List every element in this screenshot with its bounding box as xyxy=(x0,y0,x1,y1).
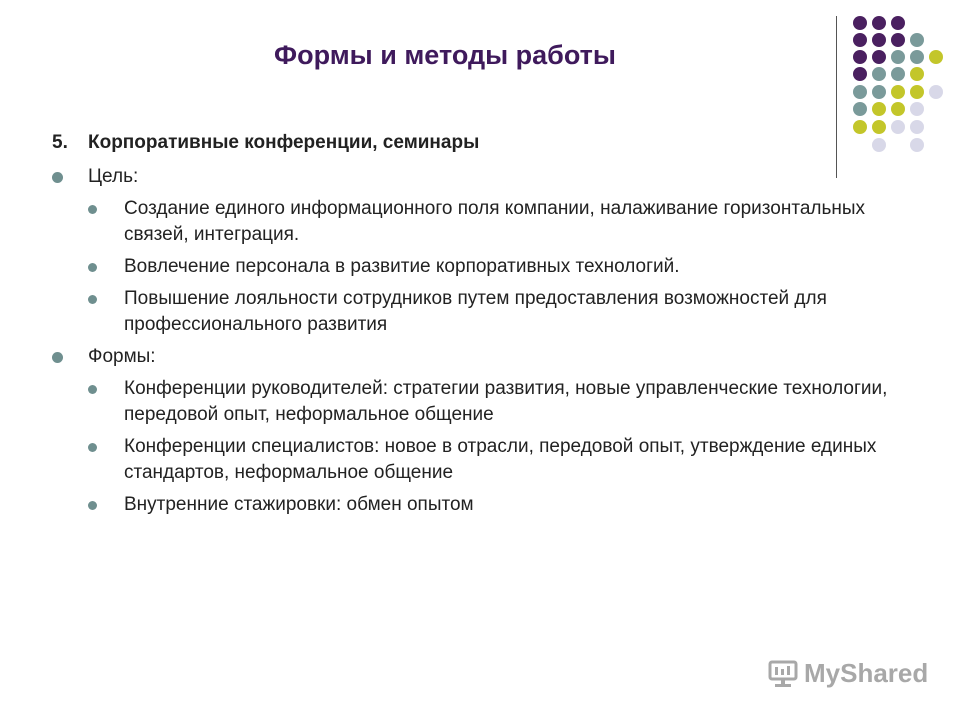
list-item xyxy=(52,286,892,338)
goal-group xyxy=(52,164,892,338)
watermark-text: MyShared xyxy=(804,658,929,688)
forms-item-text: Внутренние стажировки: обмен опытом xyxy=(124,494,474,515)
dot-lavender xyxy=(910,120,924,134)
dot-teal xyxy=(891,67,905,81)
dot-teal xyxy=(891,50,905,64)
dot-olive xyxy=(929,50,943,64)
bullet-dot-icon xyxy=(88,205,97,214)
bullet-goal xyxy=(52,164,892,190)
slide-body xyxy=(52,130,892,524)
list-item xyxy=(52,254,892,280)
dot-purple xyxy=(853,16,867,30)
dot-olive xyxy=(910,85,924,99)
dot-lavender xyxy=(929,85,943,99)
bullet-dot-icon xyxy=(88,443,97,452)
bullet-dot-icon xyxy=(88,295,97,304)
section-number: 5. xyxy=(52,132,68,153)
goal-item-text: Вовлечение персонала в развитие корпоративных технологий. xyxy=(124,256,680,277)
dot-olive xyxy=(872,102,886,116)
bullet-dot-icon xyxy=(88,263,97,272)
forms-label: Формы: xyxy=(88,346,156,367)
dot-teal xyxy=(853,102,867,116)
presentation-icon xyxy=(768,660,798,688)
section-heading-text: Корпоративные конференции, семинары xyxy=(88,132,480,153)
dot-olive xyxy=(910,67,924,81)
dot-lavender xyxy=(910,138,924,152)
watermark-logo xyxy=(768,658,938,692)
dot-teal xyxy=(910,50,924,64)
dot-olive xyxy=(891,102,905,116)
dot-purple xyxy=(891,16,905,30)
bullet-dot-icon xyxy=(88,385,97,394)
list-item xyxy=(52,434,892,486)
forms-item-text: Конференции специалистов: новое в отрасли, передовой опыт, утверждение единых стандартов, неформальное общение xyxy=(124,436,877,483)
forms-group xyxy=(52,344,892,518)
forms-item-text: Конференции руководителей: стратегии развития, новые управленческие технологии, передовой опыт, неформальное общение xyxy=(124,378,888,425)
dot-lavender xyxy=(891,120,905,134)
section-heading xyxy=(52,130,892,156)
dot-teal xyxy=(853,85,867,99)
dot-olive xyxy=(891,85,905,99)
dot-purple xyxy=(891,33,905,47)
list-item xyxy=(52,196,892,248)
goal-label: Цель: xyxy=(88,166,139,187)
dot-purple xyxy=(872,16,886,30)
bullet-dot-icon xyxy=(88,501,97,510)
dot-lavender xyxy=(910,102,924,116)
list-item xyxy=(52,376,892,428)
goal-item-text: Создание единого информационного поля компании, налаживание горизонтальных связей, интеграция. xyxy=(124,198,866,245)
dot-teal xyxy=(872,85,886,99)
bullet-forms xyxy=(52,344,892,370)
bullet-dot-icon xyxy=(52,352,63,363)
page-title: Формы и методы работы xyxy=(274,40,616,70)
dot-teal xyxy=(910,33,924,47)
bullet-dot-icon xyxy=(52,172,63,183)
list-item xyxy=(52,492,892,518)
goal-item-text: Повышение лояльности сотрудников путем предоставления возможностей для профессионального развития xyxy=(124,288,827,335)
